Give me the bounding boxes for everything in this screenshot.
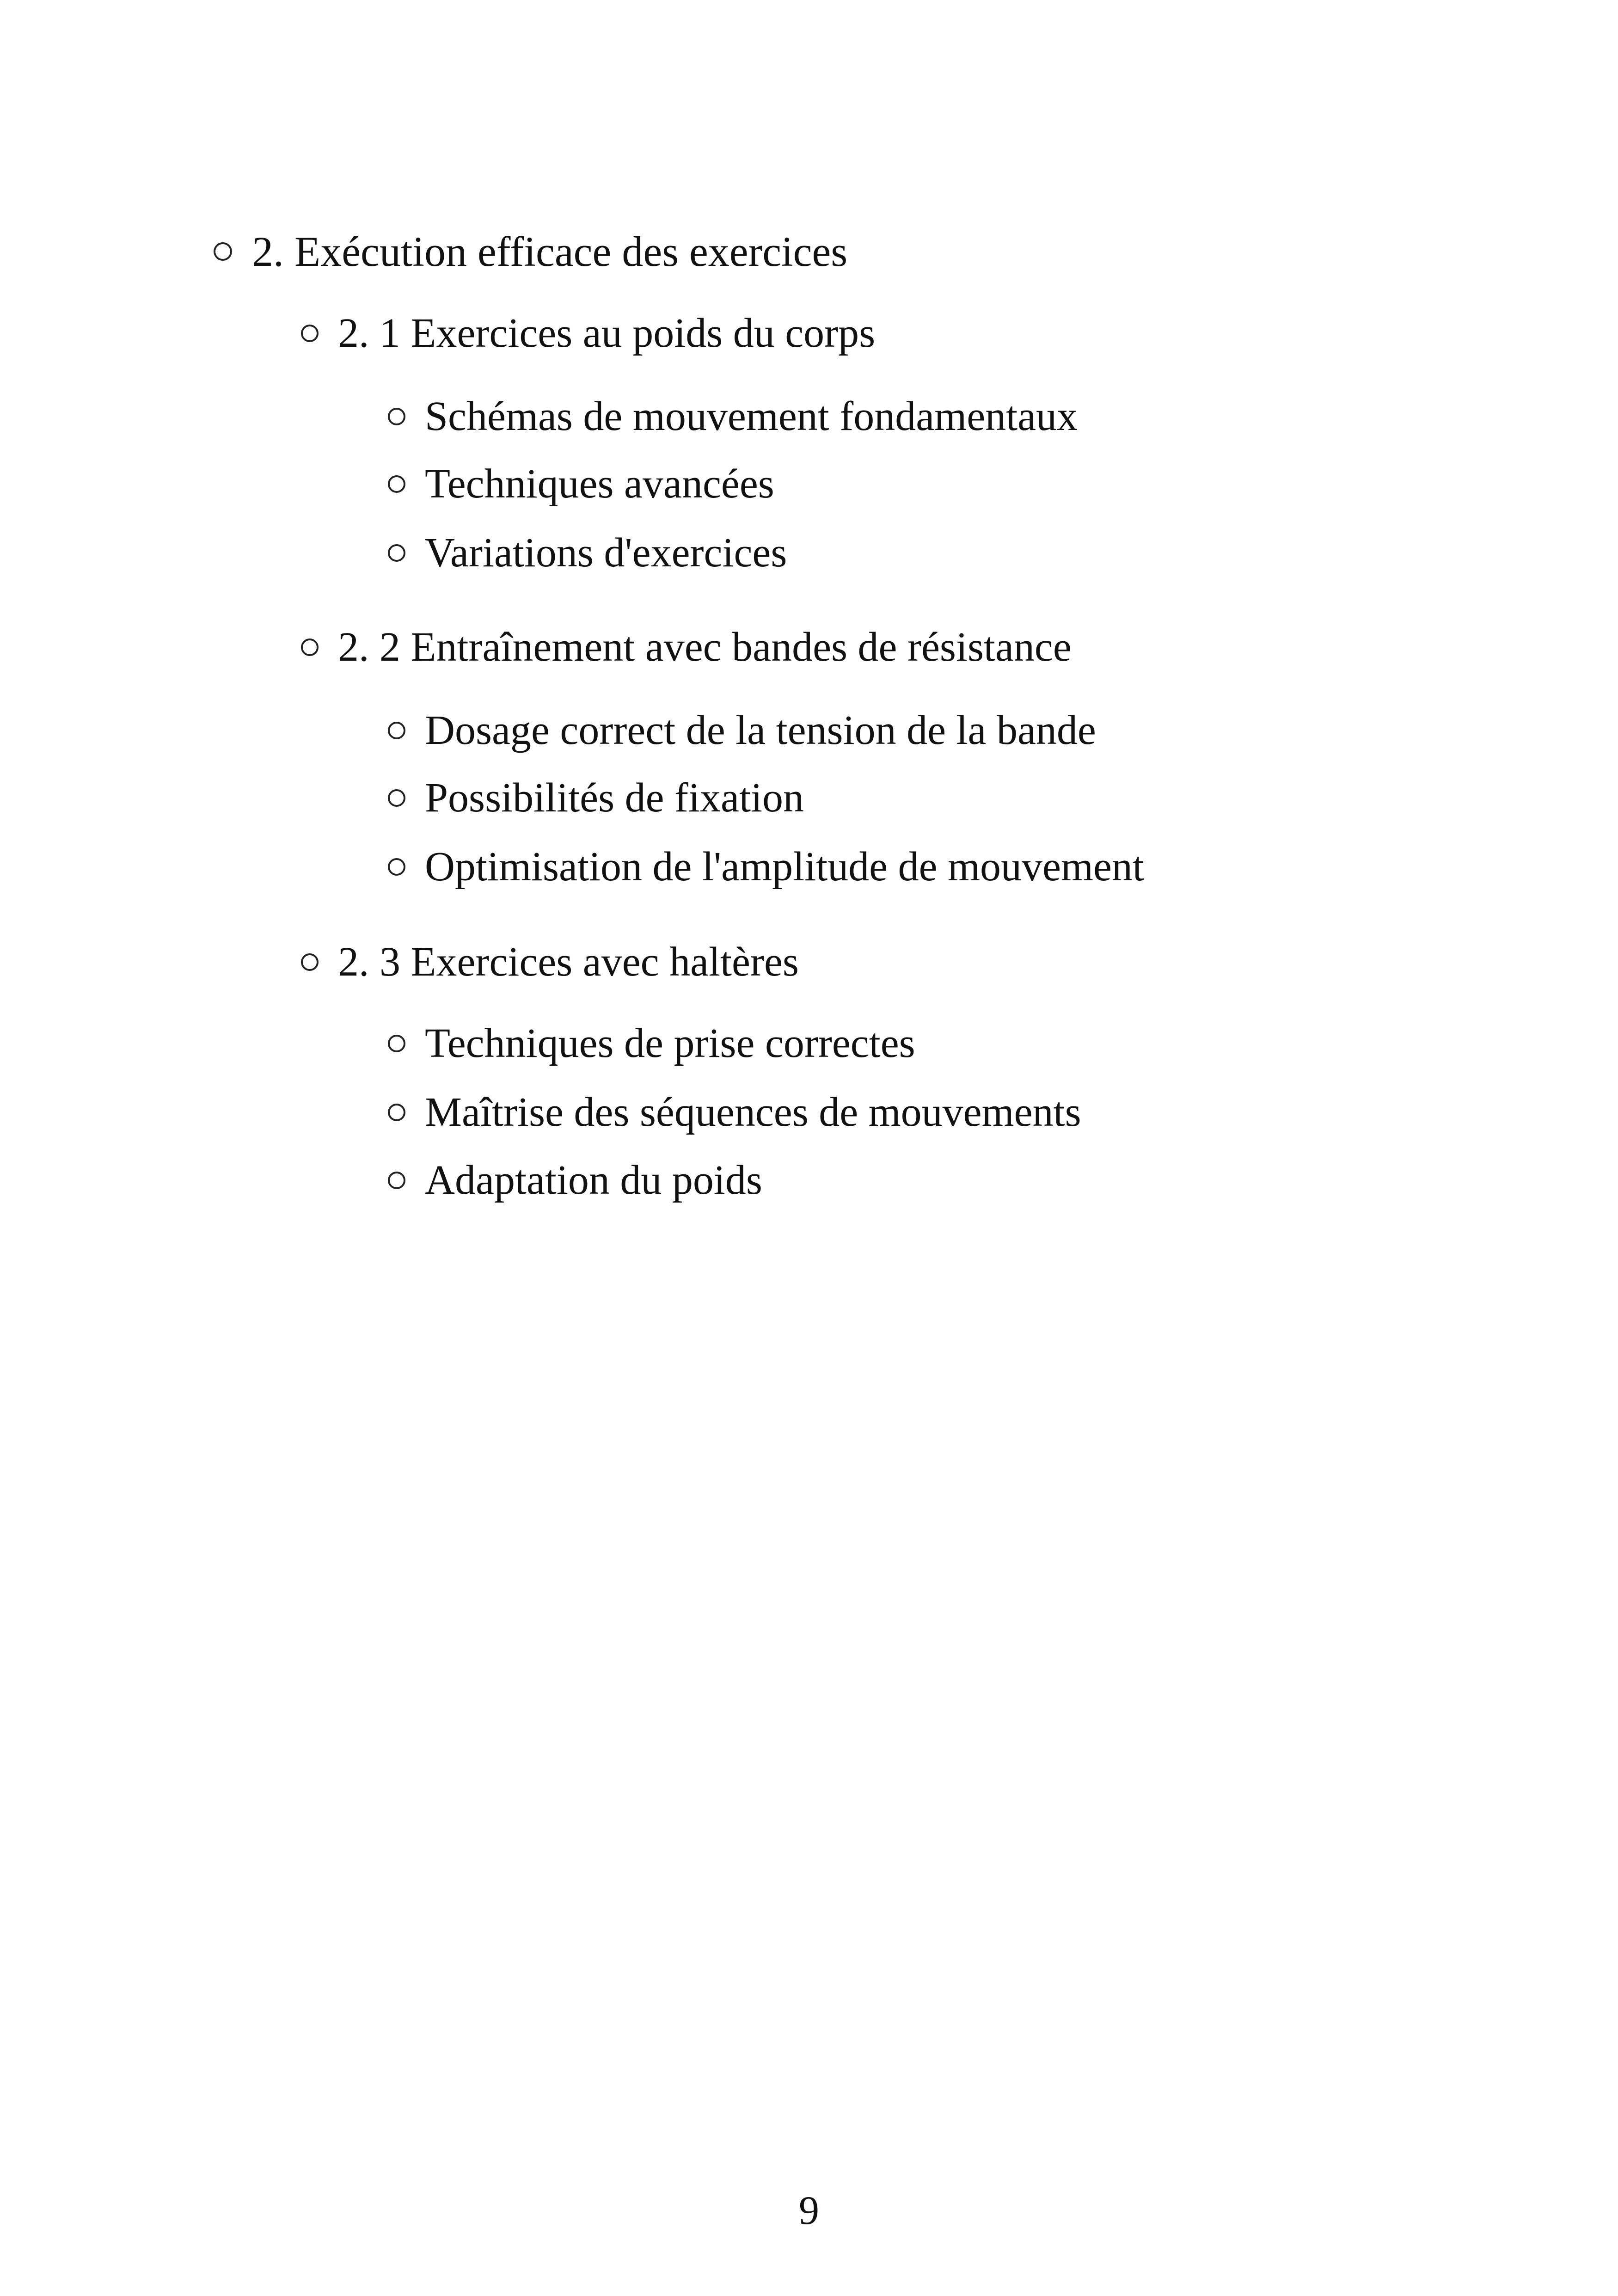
outline-item-label: Techniques de prise correctes bbox=[425, 1020, 915, 1066]
outline-item-label: Maîtrise des séquences de mouvements bbox=[425, 1089, 1081, 1135]
outline-item-label: Variations d'exercices bbox=[425, 530, 787, 576]
hollow-circle-bullet-icon bbox=[388, 722, 405, 739]
hollow-circle-bullet-icon bbox=[388, 1035, 405, 1052]
outline-list-item bbox=[388, 532, 787, 574]
hollow-circle-bullet-icon bbox=[301, 638, 319, 656]
outline-list-item bbox=[388, 1089, 1081, 1135]
hollow-circle-bullet-icon bbox=[388, 858, 405, 876]
hollow-circle-bullet-icon bbox=[388, 1104, 405, 1121]
hollow-circle-bullet-icon bbox=[388, 475, 405, 493]
hollow-circle-bullet-icon bbox=[388, 789, 405, 807]
outline-list-item bbox=[388, 393, 1078, 439]
hollow-circle-bullet-icon bbox=[388, 408, 405, 425]
outline-list-item bbox=[388, 1020, 915, 1066]
outline-subsection-item bbox=[301, 626, 1072, 668]
outline-subsection-label: 2. 2 Entraînement avec bandes de résistance bbox=[338, 624, 1072, 670]
hollow-circle-bullet-icon bbox=[388, 1172, 405, 1189]
outline-item-label: Dosage correct de la tension de la bande bbox=[425, 707, 1096, 753]
outline-item-label: Adaptation du poids bbox=[425, 1157, 762, 1203]
outline-list-item bbox=[388, 777, 804, 819]
outline-subsection-item bbox=[301, 310, 876, 356]
page-number: 9 bbox=[799, 2188, 819, 2233]
hollow-circle-bullet-icon bbox=[214, 242, 232, 261]
outline-subsection-item bbox=[301, 941, 799, 983]
outline-list-item bbox=[388, 1157, 762, 1203]
hollow-circle-bullet-icon bbox=[301, 325, 319, 342]
outline-list-item bbox=[388, 463, 774, 505]
outline-item-label: Optimisation de l'amplitude de mouvement bbox=[425, 844, 1144, 890]
outline-subsection-label: 2. 1 Exercices au poids du corps bbox=[338, 310, 876, 356]
outline-subsection-label: 2. 3 Exercices avec haltères bbox=[338, 939, 799, 985]
outline-item-label: Techniques avancées bbox=[425, 461, 774, 507]
outline-item-label: Schémas de mouvement fondamentaux bbox=[425, 393, 1078, 439]
outline-list-item bbox=[388, 846, 1144, 888]
outline-item-label: Possibilités de fixation bbox=[425, 775, 804, 821]
outline-section-item bbox=[214, 230, 847, 273]
outline-list-item bbox=[388, 707, 1096, 753]
hollow-circle-bullet-icon bbox=[301, 953, 319, 971]
hollow-circle-bullet-icon bbox=[388, 544, 405, 562]
outline-section-label: 2. Exécution efficace des exercices bbox=[252, 228, 848, 275]
